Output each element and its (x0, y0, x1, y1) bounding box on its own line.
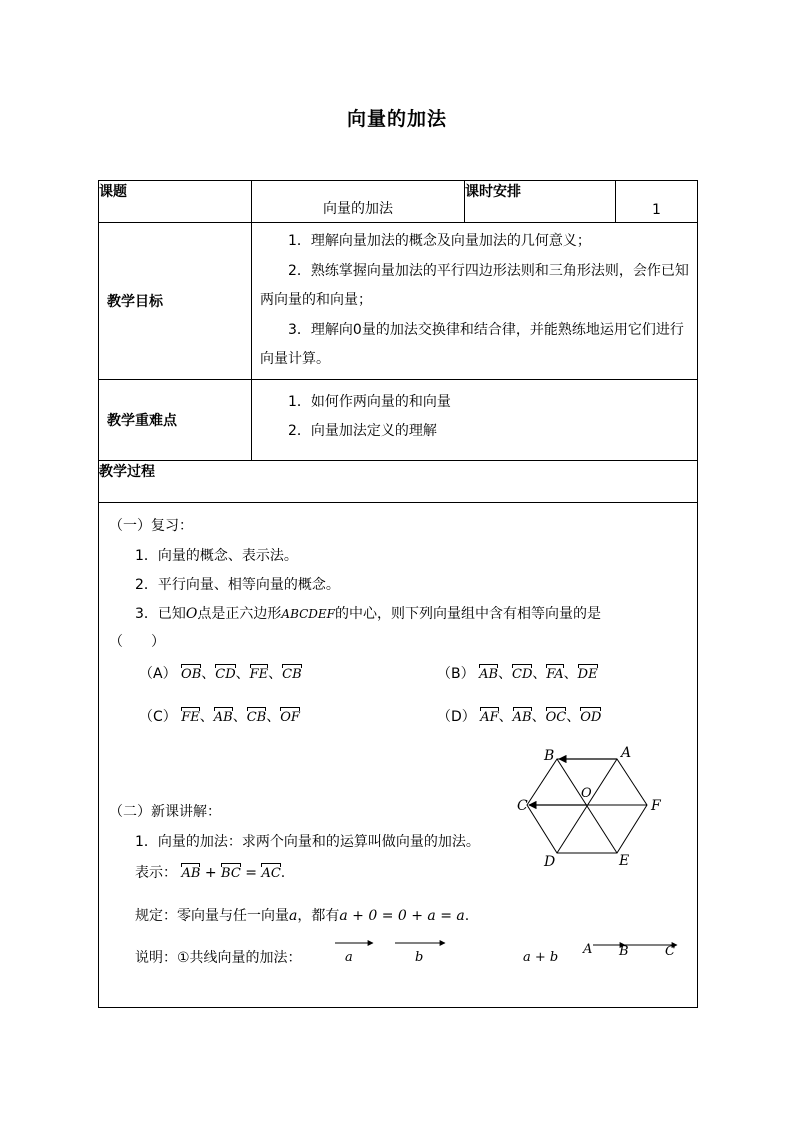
hours-value: 1 (616, 181, 698, 223)
option-a: （A） OB、CD、FE、CB (139, 665, 302, 682)
key-point-item: 1．如何作两向量的和向量 (288, 393, 451, 410)
goal-item: 3．理解向0量的加法交换律和结合律，并能熟练地运用它们进行向量计算。 (260, 321, 684, 367)
process-label: 教学过程 (99, 460, 698, 502)
option-b: （B） AB、CD、FA、DE (437, 665, 598, 682)
collinear-vectors-figure (331, 933, 691, 973)
representation: 表示： AB + BC = AC. (135, 864, 286, 881)
zero-vector-rule: 规定：零向量与任一向量a，都有a + 0 = 0 + a = a. (135, 907, 470, 924)
vertex-label-b: B (544, 747, 555, 764)
vector-sum-label: a + b (523, 949, 559, 965)
collinear-note: 说明：①共线向量的加法： (135, 949, 302, 966)
point-c-label: C (665, 943, 675, 959)
vertex-label-d: D (544, 853, 556, 870)
goal-item: 1．理解向量加法的概念及向量加法的几何意义； (288, 233, 591, 249)
new-lesson-heading: （二）新课讲解： (109, 803, 221, 820)
vector-b-label: b (415, 949, 424, 965)
goals-cell (252, 223, 698, 380)
vector-a-label: a (345, 949, 353, 965)
hours-label: 课时安排 (465, 181, 616, 223)
vertex-label-f: F (651, 797, 661, 814)
question-paren: （ ） (109, 633, 165, 650)
vertex-label-e: E (619, 852, 630, 869)
review-item: 1．向量的概念、表示法。 (135, 547, 298, 564)
key-point-item: 2．向量加法定义的理解 (288, 423, 437, 439)
key-points-label: 教学重难点 (99, 379, 252, 460)
review-item: 2．平行向量、相等向量的概念。 (135, 576, 340, 593)
option-d: （D） AF、AB、OC、OD (437, 708, 602, 725)
topic-value: 向量的加法 (252, 181, 465, 223)
point-a-label: A (583, 941, 593, 957)
goals-label: 教学目标 (99, 223, 252, 380)
review-heading: （一）复习： (109, 517, 193, 534)
goal-item: 2．熟练掌握向量加法的平行四边形法则和三角形法则，会作已知两向量的和向量； (260, 262, 689, 308)
option-c: （C） FE、AB、CB、OF (139, 708, 300, 725)
page-title: 向量的加法 (346, 108, 447, 130)
vertex-label-c: C (517, 797, 528, 814)
center-label-o: O (581, 785, 592, 801)
hexagon-diagram (517, 743, 667, 873)
point-b-label: B (619, 943, 629, 959)
process-cell (99, 502, 698, 1007)
addition-definition: 1．向量的加法：求两个向量和的运算叫做向量的加法。 (135, 833, 480, 850)
lesson-plan-table (98, 180, 698, 1008)
vertex-label-a: A (621, 744, 632, 761)
question-3: 3．已知O点是正六边形ABCDEF的中心，则下列向量组中含有相等向量的是 (135, 605, 602, 622)
topic-label: 课题 (99, 181, 252, 223)
key-points-cell (252, 379, 698, 460)
